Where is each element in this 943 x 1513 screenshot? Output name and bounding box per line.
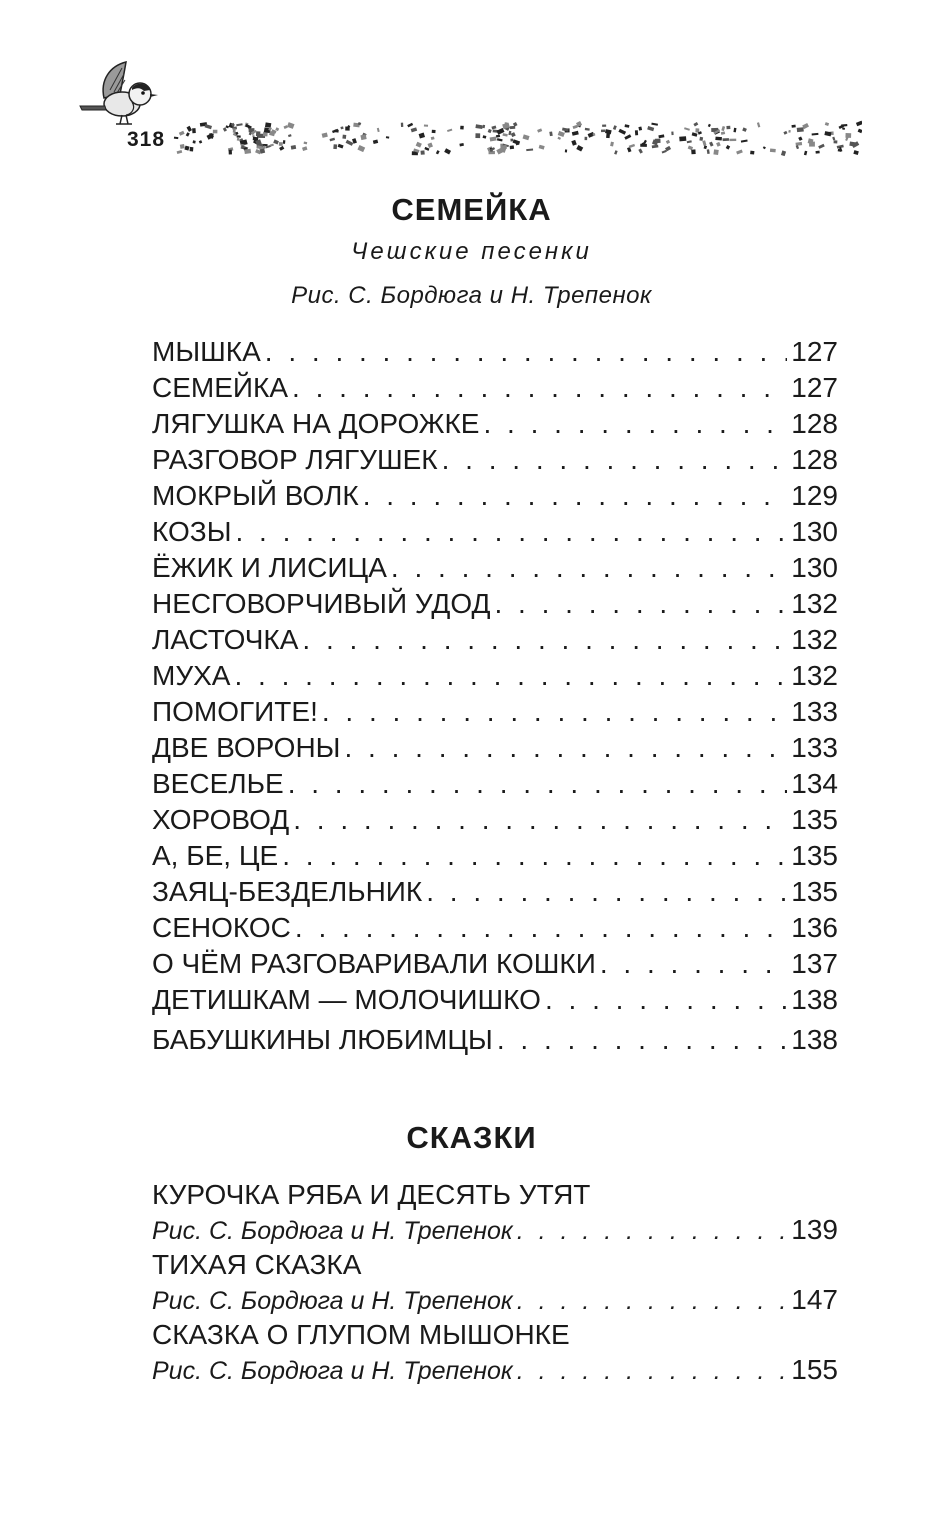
decor-speck (624, 134, 631, 139)
dot-leader (391, 550, 787, 586)
decor-speck (856, 121, 862, 127)
decor-speck (511, 132, 516, 137)
decor-speck (503, 145, 507, 149)
decor-speck (491, 125, 496, 129)
decor-speck (576, 145, 583, 152)
entry-page: 130 (791, 552, 838, 583)
entry-title: СЕМЕЙКА (152, 372, 289, 403)
decor-speck (510, 139, 513, 142)
toc-entry (152, 658, 838, 694)
decor-speck (386, 136, 389, 138)
decor-speck (618, 129, 626, 135)
decor-speck (225, 125, 229, 128)
decor-speck (419, 133, 425, 139)
decor-speck (638, 148, 643, 153)
entry-page: 139 (791, 1214, 838, 1245)
entry-page: 130 (791, 516, 838, 547)
entry-page: 128 (791, 444, 838, 475)
decor-speck (502, 133, 507, 137)
dot-leader (483, 406, 787, 442)
dot-leader (517, 1213, 788, 1249)
entry-title: МОКРЫЙ ВОЛК (152, 480, 359, 511)
decor-speck (436, 150, 440, 154)
decor-speck (407, 123, 413, 128)
dot-leader (600, 946, 787, 982)
decor-speck (602, 124, 606, 126)
dot-leader (282, 838, 787, 874)
decor-speck (180, 144, 185, 149)
decor-speck (798, 136, 802, 140)
entry-title: ЛАСТОЧКА (152, 624, 299, 655)
decor-speck (613, 125, 617, 130)
decor-speck (174, 137, 179, 140)
decor-speck (742, 127, 747, 131)
decor-speck (459, 143, 464, 146)
toc-entry (152, 334, 838, 370)
decor-speck (652, 145, 659, 149)
decor-speck (338, 144, 344, 149)
decor-speck (585, 128, 590, 131)
entry-page: 127 (791, 372, 838, 403)
dot-leader (426, 874, 787, 910)
dot-leader (302, 622, 787, 658)
dot-leader (293, 802, 787, 838)
entry-credit: Рис. С. Бордюга и Н. Трепенок (152, 1217, 513, 1245)
decor-speck (283, 140, 286, 144)
decor-speck (715, 137, 722, 141)
decor-speck (647, 126, 654, 131)
decor-speck (708, 124, 711, 127)
decor-speck (688, 146, 693, 151)
entry-title: БАБУШКИНЫ ЛЮБИМЦЫ (152, 1024, 493, 1055)
entry-page: 132 (791, 624, 838, 655)
decor-speck (713, 149, 718, 155)
decor-speck (273, 139, 279, 144)
decor-speck (750, 151, 754, 155)
decor-speck (832, 137, 835, 141)
decor-speck (781, 150, 786, 156)
decor-speck (490, 136, 497, 141)
entry-title: ПОМОГИТЕ! (152, 696, 318, 727)
decor-speck (496, 135, 500, 138)
decor-speck (763, 146, 766, 149)
decor-speck (523, 134, 530, 140)
decor-speck (192, 128, 196, 133)
decor-speck (809, 142, 815, 147)
entry-page: 132 (791, 588, 838, 619)
decor-speck (482, 125, 485, 129)
decor-speck (625, 124, 630, 127)
decor-speck (729, 139, 736, 141)
decor-speck (432, 130, 436, 133)
toc-entry (152, 694, 838, 730)
dot-leader (235, 514, 787, 550)
decor-speck (692, 132, 698, 137)
decor-speck (510, 126, 515, 129)
decor-speck (508, 131, 511, 135)
decor-speck (812, 133, 819, 136)
decor-speck (265, 122, 271, 127)
decor-speck (614, 150, 618, 154)
toc-entry (152, 586, 838, 622)
toc-list-semeyka (152, 334, 838, 1058)
decor-speck (475, 124, 482, 129)
decor-speck (640, 144, 647, 147)
toc-entry (152, 406, 838, 442)
decor-speck (549, 131, 552, 136)
entry-title: ВЕСЕЛЬЕ (152, 768, 284, 799)
decor-speck (526, 149, 533, 152)
dot-leader (292, 370, 787, 406)
entry-page: 133 (791, 732, 838, 763)
dot-leader (494, 586, 787, 622)
decor-speck (401, 123, 404, 127)
toc-entry (152, 1212, 838, 1248)
decor-speck (629, 144, 635, 148)
toc-entry (152, 1352, 838, 1388)
decor-speck (333, 144, 337, 149)
decor-speck (783, 131, 787, 135)
entry-title: МУХА (152, 660, 231, 691)
decor-speck (610, 142, 614, 147)
toc-list-skazki (152, 1178, 838, 1388)
entry-page: 129 (791, 480, 838, 511)
decor-speck (223, 127, 227, 131)
decor-speck (288, 134, 292, 137)
entry-title: ЛЯГУШКА НА ДОРОЖКЕ (152, 408, 480, 439)
decor-speck (330, 138, 336, 142)
decor-speck (671, 131, 673, 135)
decor-speck (601, 130, 605, 133)
toc-entry (152, 442, 838, 478)
decor-speck (335, 129, 339, 132)
decor-speck (270, 144, 274, 147)
decor-speck (716, 142, 721, 147)
decor-speck (853, 150, 858, 155)
decor-speck (302, 146, 307, 151)
decor-speck (651, 123, 658, 126)
toc-entry (152, 838, 838, 874)
decor-speck (428, 142, 433, 148)
decor-speck (593, 133, 596, 136)
decor-speck (684, 127, 690, 131)
decor-speck (572, 131, 579, 136)
entry-page: 147 (791, 1284, 838, 1315)
section-title-semeyka: СЕМЕЙКА (391, 192, 552, 227)
decor-speck (825, 122, 829, 126)
entry-credit: Рис. С. Бордюга и Н. Трепенок (152, 1357, 513, 1385)
decor-speck (340, 126, 343, 129)
dot-leader (288, 766, 788, 802)
decor-speck (562, 128, 569, 132)
decor-speck (447, 129, 452, 132)
decor-speck (605, 129, 612, 134)
decor-speck (424, 147, 429, 151)
decor-speck (186, 132, 190, 136)
decor-speck (721, 126, 725, 131)
dot-leader (442, 442, 788, 478)
decor-speck (342, 135, 346, 139)
decor-speck (666, 140, 670, 144)
dot-leader (322, 694, 787, 730)
decor-speck (187, 126, 193, 132)
decor-speck (177, 150, 183, 154)
entry-page: 135 (791, 804, 838, 835)
toc-entry (152, 946, 838, 982)
entry-title: ЗАЯЦ-БЕЗДЕЛЬНИК (152, 876, 423, 907)
entry-title: ДЕТИШКАМ — МОЛОЧИШКО (152, 984, 541, 1015)
decor-speck (213, 130, 218, 134)
toc-entry (152, 622, 838, 658)
decor-speck (662, 150, 667, 154)
decor-speck (411, 127, 417, 132)
toc-entry (152, 802, 838, 838)
decor-speck (627, 147, 631, 152)
story-title: СКАЗКА О ГЛУПОМ МЫШОНКЕ (152, 1319, 570, 1350)
decor-speck (483, 135, 487, 138)
decor-speck (658, 134, 664, 138)
entry-page: 138 (791, 984, 838, 1015)
decor-speck (539, 145, 545, 150)
decor-speck (488, 129, 492, 133)
decor-speck (693, 122, 698, 127)
decor-speck (275, 127, 279, 131)
decor-speck (279, 142, 283, 146)
toc-entry (152, 514, 838, 550)
decor-speck (792, 125, 796, 128)
decor-speck (346, 140, 354, 146)
decor-speck (489, 151, 495, 154)
decor-speck (804, 151, 807, 156)
section-illustrators: Рис. С. Бордюга и Н. Трепенок (291, 282, 652, 309)
entry-page: 137 (791, 948, 838, 979)
decor-speck (726, 126, 730, 130)
decor-speck (687, 140, 692, 143)
dot-leader (295, 910, 787, 946)
decor-speck (797, 127, 804, 132)
toc-entry (152, 1282, 838, 1318)
dot-leader (517, 1283, 788, 1319)
decor-speck (704, 145, 708, 149)
decor-speck (816, 151, 820, 154)
dot-leader (265, 334, 788, 370)
decor-speck (291, 145, 296, 150)
decor-speck (571, 140, 576, 146)
decor-speck (638, 126, 642, 130)
entry-page: 155 (791, 1354, 838, 1385)
dot-leader (545, 982, 787, 1018)
decor-speck (373, 139, 378, 144)
decor-speck (818, 144, 825, 149)
entry-page: 133 (791, 696, 838, 727)
page-number: 318 (127, 128, 166, 151)
entry-title: ЁЖИК И ЛИСИЦА (152, 552, 387, 583)
decor-speck (513, 122, 518, 127)
decor-speck (475, 133, 480, 138)
bird-icon (74, 60, 166, 130)
decor-speck (244, 149, 251, 154)
decor-speck (796, 142, 803, 146)
toc-entry (152, 550, 838, 586)
decor-speck (585, 137, 588, 140)
decor-speck (424, 125, 428, 127)
dot-leader (344, 730, 787, 766)
decor-speck (284, 125, 288, 129)
story-title: КУРОЧКА РЯБА И ДЕСЯТЬ УТЯТ (152, 1179, 591, 1210)
decor-speck (707, 149, 710, 154)
decor-speck (770, 149, 776, 153)
toc-entry (152, 370, 838, 406)
dot-leader (363, 478, 788, 514)
decor-speck (842, 127, 845, 130)
entry-title: НЕСГОВОРЧИВЫЙ УДОД (152, 588, 491, 619)
decor-speck (721, 131, 725, 134)
entry-title: О ЧЁМ РАЗГОВАРИВАЛИ КОШКИ (152, 948, 596, 979)
page-header (0, 0, 943, 170)
decor-speck (184, 146, 189, 151)
decor-speck (190, 147, 194, 152)
decor-speck (788, 130, 791, 133)
decor-speck (726, 145, 730, 150)
decor-speck (205, 124, 212, 129)
decor-speck (444, 148, 451, 154)
decor-speck (360, 134, 366, 140)
decor-speck (416, 142, 422, 148)
decor-speck (691, 149, 696, 154)
section-title-skazki: СКАЗКИ (406, 1120, 537, 1155)
decor-speck (723, 138, 730, 141)
toc-entry (152, 910, 838, 946)
decor-speck (736, 149, 743, 154)
decor-speck (741, 139, 748, 142)
decor-speck (322, 132, 328, 137)
entry-page: 128 (791, 408, 838, 439)
entry-title: МЫШКА (152, 336, 261, 367)
decor-speck (421, 150, 425, 154)
decor-speck (557, 137, 561, 140)
decor-speck (635, 130, 638, 135)
dot-leader (234, 658, 787, 694)
decor-speck (256, 131, 260, 136)
entry-title: РАЗГОВОР ЛЯГУШЕК (152, 444, 438, 475)
decor-speck (537, 128, 542, 132)
decor-speck (834, 140, 838, 143)
section-subtitle: Чешские песенки (351, 238, 592, 265)
decor-speck (699, 137, 703, 141)
entry-title: ДВЕ ВОРОНЫ (152, 732, 341, 763)
entry-title: СЕНОКОС (152, 912, 291, 943)
decor-speck (709, 142, 713, 147)
story-title: ТИХАЯ СКАЗКА (152, 1249, 362, 1280)
decor-speck (558, 131, 565, 137)
decor-speck (510, 145, 514, 149)
dot-leader (497, 1022, 787, 1058)
decor-speck (279, 146, 284, 151)
decor-speck (304, 142, 308, 145)
decor-speck (702, 140, 706, 146)
decor-speck (431, 136, 435, 140)
decor-speck (236, 123, 242, 126)
decor-speck (497, 138, 503, 141)
entry-page: 132 (791, 660, 838, 691)
decor-speck (733, 128, 736, 133)
entry-page: 135 (791, 876, 838, 907)
toc-entry (152, 730, 838, 766)
entry-title: А, БЕ, ЦЕ (152, 840, 279, 871)
entry-page: 135 (791, 840, 838, 871)
decor-speck (199, 140, 202, 144)
decorative-dots-border (172, 118, 862, 158)
decor-speck (695, 128, 699, 132)
toc-entry (152, 982, 838, 1018)
decor-speck (757, 122, 760, 127)
toc-entry (152, 478, 838, 514)
decor-speck (287, 122, 295, 129)
entry-page: 127 (791, 336, 838, 367)
decor-speck (377, 128, 380, 132)
toc-entry (152, 1022, 838, 1058)
decor-speck (460, 126, 464, 130)
decor-speck (229, 150, 232, 155)
entry-title: КОЗЫ (152, 516, 232, 547)
entry-credit: Рис. С. Бордюга и Н. Трепенок (152, 1287, 513, 1315)
decor-speck (357, 145, 365, 152)
entry-page: 134 (791, 768, 838, 799)
decor-speck (179, 131, 185, 136)
entry-page: 136 (791, 912, 838, 943)
toc-entry (152, 766, 838, 802)
decor-speck (679, 136, 686, 141)
decor-speck (573, 125, 578, 129)
decor-speck (858, 129, 862, 134)
entry-page: 138 (791, 1024, 838, 1055)
dot-leader (517, 1353, 788, 1389)
toc-entry (152, 874, 838, 910)
entry-title: ХОРОВОД (152, 804, 290, 835)
decor-speck (565, 149, 567, 152)
decor-speck (193, 140, 196, 143)
